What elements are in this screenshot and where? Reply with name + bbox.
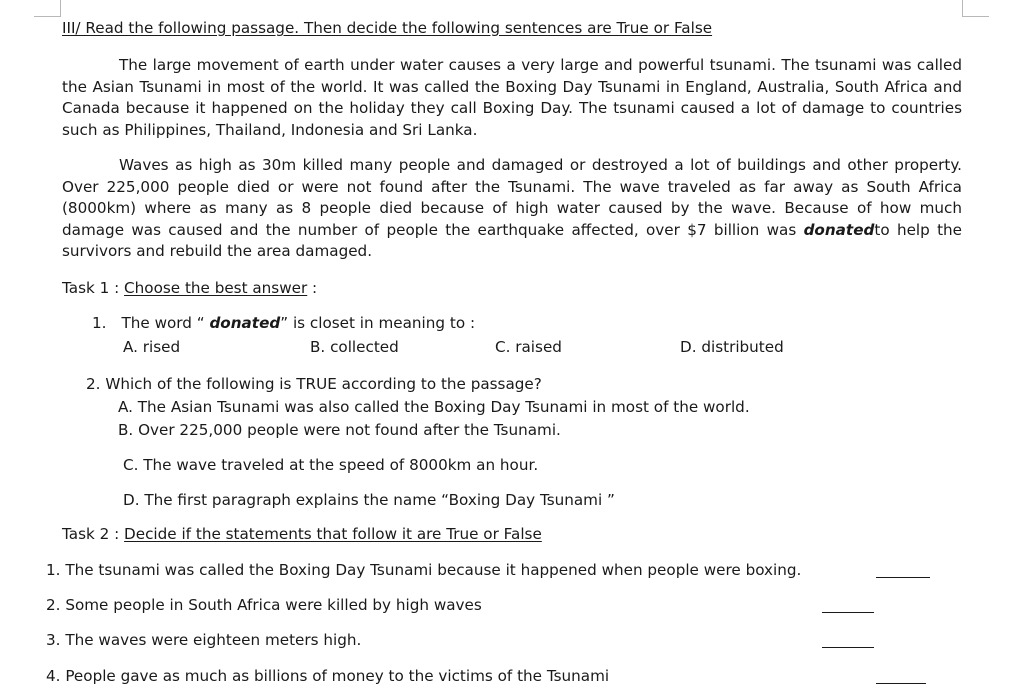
question-2: 2. Which of the following is TRUE according to the passage?: [86, 375, 542, 393]
question-1: [92, 313, 475, 334]
crop-mark-top-right: [962, 0, 989, 17]
task1-heading: [62, 278, 317, 299]
q2-option-c: C. The wave traveled at the speed of 8000km an hour.: [123, 456, 539, 474]
passage-paragraph-2-text: Waves as high as 30m killed many people and damaged or destroyed a lot of buildings and other property. Over 225,000 people died or were not found after the Tsunami. The wave traveled as far away as South Africa (8000km) where as many as 8 people died because of high water caused by the wave. Because of how much damage was caused and the number of people the earthquake affected, over $7 billion was: [62, 156, 962, 239]
task2-title: Decide if the statements that follow it are True or False: [124, 525, 542, 543]
question-1-text-end: ” is closet in meaning to :: [280, 314, 476, 332]
task2-heading: [62, 524, 542, 545]
passage-paragraph-2: [62, 155, 962, 263]
section-heading: III/ Read the following passage. Then decide the following sentences are True or False: [62, 19, 713, 37]
statement-2: 2. Some people in South Africa were killed by high waves: [46, 596, 482, 614]
answer-blank-4[interactable]: [876, 669, 926, 684]
q2-option-d: D. The first paragraph explains the name “Boxing Day Tsunami ”: [123, 491, 615, 509]
crop-mark-top-left: [34, 0, 61, 17]
question-1-number: 1.: [92, 314, 107, 332]
passage-paragraph-2-end: to help the survivors and rebuild the area damaged.: [62, 220, 963, 260]
question-1-emphasized-word: donated: [209, 314, 281, 332]
passage-paragraph-1: The large movement of earth under water causes a very large and powerful tsunami. The tsunami was called the Asian Tsunami in most of the world. It was called the Boxing Day Tsunami in England, Australia, South Africa and Canada because it happened on the holiday they call Boxing Day. The tsunami caused a lot of damage to countries such as Philippines, Thailand, Indonesia and Sri Lanka.: [62, 56, 962, 139]
emphasized-word-donated: donated: [803, 220, 875, 239]
q1-option-c: C. raised: [495, 338, 562, 356]
statement-3: 3. The waves were eighteen meters high.: [46, 631, 362, 649]
answer-blank-2[interactable]: [822, 598, 874, 613]
task1-prefix: Task 1 :: [62, 279, 125, 297]
q1-option-b: B. collected: [310, 338, 399, 356]
task1-suffix: :: [307, 279, 318, 297]
task1-title: Choose the best answer: [124, 279, 308, 297]
answer-blank-1[interactable]: [876, 563, 930, 578]
statement-4: 4. People gave as much as billions of money to the victims of the Tsunami: [46, 667, 610, 685]
q1-option-a: A. rised: [123, 338, 181, 356]
answer-blank-3[interactable]: [822, 633, 874, 648]
question-1-text-start: The word “: [121, 314, 210, 332]
q2-option-b: B. Over 225,000 people were not found after the Tsunami.: [118, 421, 561, 439]
q2-option-a: A. The Asian Tsunami was also called the Boxing Day Tsunami in most of the world.: [118, 398, 750, 416]
task2-prefix: Task 2 :: [62, 525, 125, 543]
statement-1: 1. The tsunami was called the Boxing Day Tsunami because it happened when people were boxing.: [46, 561, 802, 579]
q1-option-d: D. distributed: [680, 338, 784, 356]
